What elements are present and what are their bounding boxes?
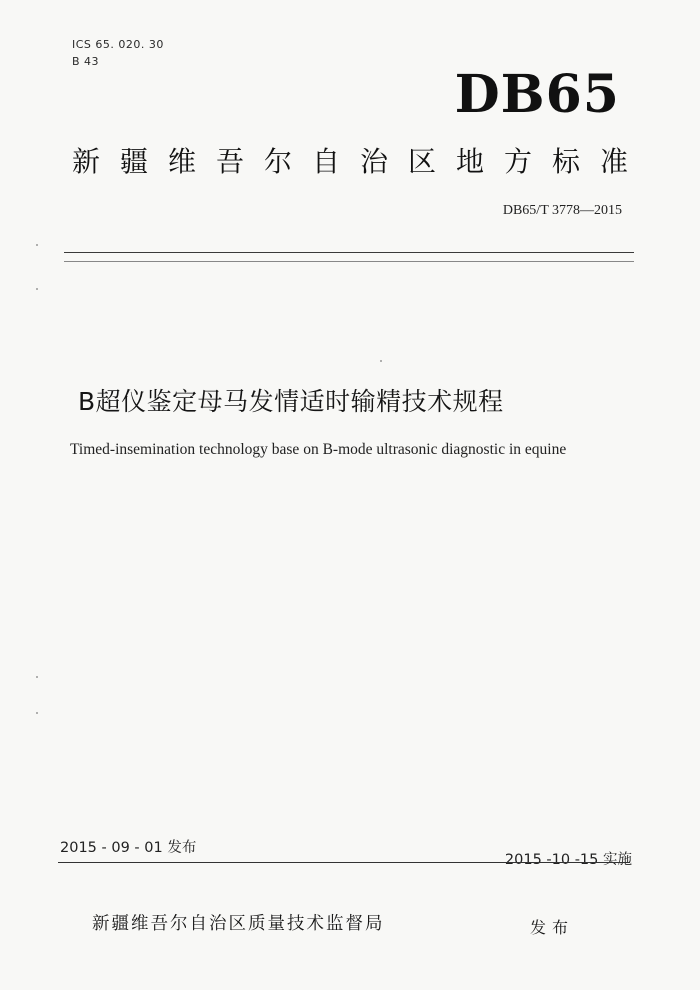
scan-speck <box>36 288 38 290</box>
scan-speck <box>36 244 38 246</box>
header-divider <box>64 252 634 253</box>
scan-speck <box>36 712 38 714</box>
issuing-authority: 新疆维吾尔自治区质量技术监督局 <box>92 914 385 934</box>
document-title-english: Timed-insemination technology base on B-mode ultrasonic diagnostic in equine <box>70 441 567 458</box>
issue-label: 发布 <box>530 918 575 937</box>
standard-code: DB65 <box>454 64 620 125</box>
publish-date: 2015 - 09 - 01 发布 <box>60 840 197 856</box>
header-divider-secondary <box>64 261 634 262</box>
document-title-chinese: B超仪鉴定母马发情适时输精技术规程 <box>78 387 504 416</box>
standard-series-title: 新疆维吾尔自治区地方标准 <box>72 145 649 178</box>
scan-speck <box>36 676 38 678</box>
scan-speck <box>380 360 382 362</box>
standard-number: DB65/T 3778—2015 <box>502 203 622 218</box>
ccs-code: B 43 <box>72 55 100 68</box>
ics-code: ICS 65. 020. 30 <box>72 38 164 51</box>
implementation-date: 2015 -10 -15 实施 <box>504 852 632 868</box>
footer-divider <box>58 862 630 863</box>
